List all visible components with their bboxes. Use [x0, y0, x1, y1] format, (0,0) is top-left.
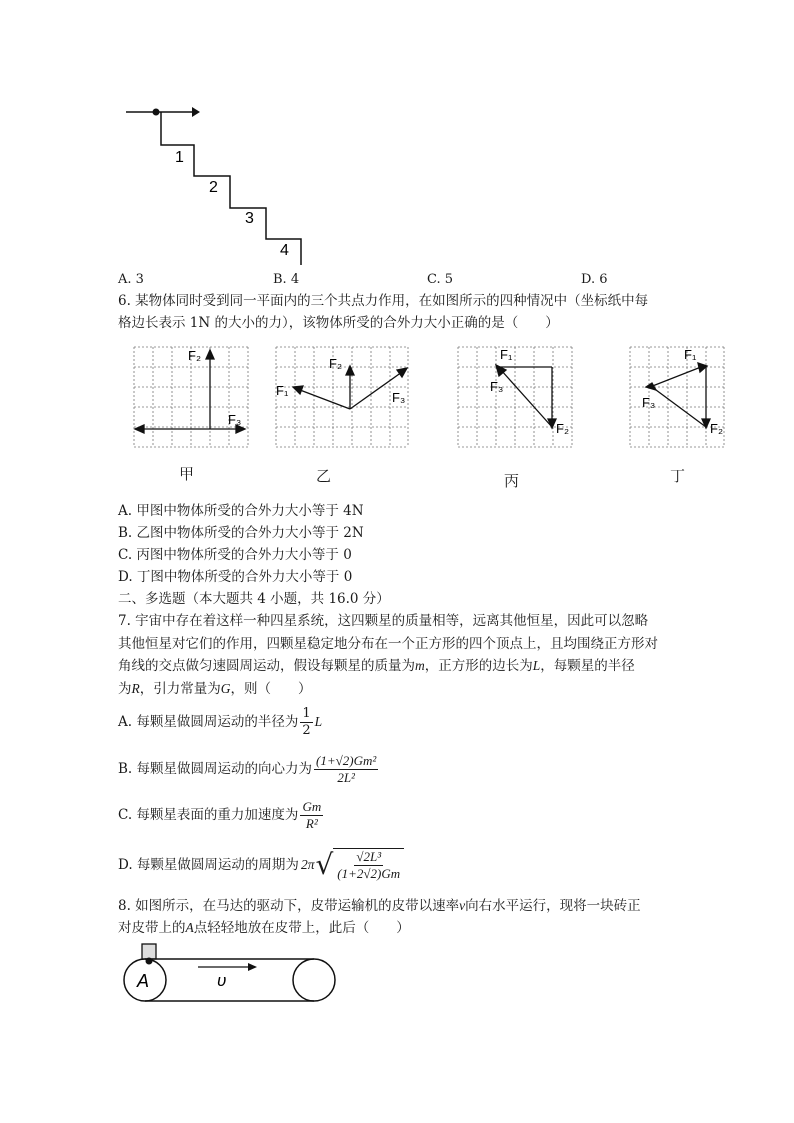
caption-jia: 甲 [179, 465, 195, 483]
yi-f1: F₁ [276, 383, 289, 398]
frac-den: 2 [302, 722, 311, 738]
jia-f3: F₃ [228, 412, 242, 427]
q8-line2-a: 对皮带上的 [118, 920, 186, 936]
q7-option-b [118, 751, 380, 787]
fraction-period [337, 849, 400, 882]
sqrt-radicand [333, 848, 404, 882]
var-G: G [220, 681, 231, 696]
q8-line1-a: 8. 如图所示，在马达的驱动下，皮带运输机的皮带以速率 [118, 898, 460, 914]
yi-f2: F₂ [329, 356, 342, 371]
ding-f3: F₃ [642, 395, 656, 410]
fraction-centripetal-force [314, 753, 378, 786]
var-m: m [415, 658, 425, 673]
q5-option-b: B. 4 [273, 272, 300, 287]
q8-line2-b: 点轻轻地放在皮带上，此后（ ） [193, 920, 410, 936]
q7-option-c-text: C. 每颗星表面的重力加速度为 [118, 807, 299, 823]
q7-option-b-text: B. 每颗星做圆周运动的向心力为 [118, 761, 313, 777]
sqrt-sign: √ [315, 848, 334, 881]
q7-line4-a: 为 [118, 681, 132, 697]
q7-stem-line1: 7. 宇宙中存在着这样一种四星系统，这四颗星的质量相等，远离其他恒星，因此可以忽略 [118, 613, 649, 629]
q5-option-d: D. 6 [581, 272, 608, 287]
velocity-label: υ [217, 971, 227, 990]
stair-label-3: 3 [245, 210, 254, 227]
q7-stem-line4 [118, 679, 312, 699]
q7-option-d-text: D. 每颗星做圆周运动的周期为 [118, 857, 299, 873]
q6-option-d: D. 丁图中物体所受的合外力大小等于 0 [118, 569, 353, 585]
frac-num: 1 [302, 705, 311, 721]
q6-stem-line1: 6. 某物体同时受到同一平面内的三个共点力作用，在如图所示的四种情况中（坐标纸中每 [118, 293, 649, 309]
q7-line4-b: ，引力常量为 [139, 681, 221, 697]
ding-f2: F₂ [710, 421, 723, 436]
var-L: L [314, 714, 323, 729]
q7-option-c [118, 797, 325, 833]
frac-num: (1+√2)Gm² [316, 752, 377, 768]
var-A: A [185, 920, 194, 935]
stair-label-1: 1 [175, 149, 184, 166]
q5-option-a: A. 3 [118, 272, 144, 287]
q8-line1-b: 向右水平运行，现将一块砖正 [465, 898, 641, 914]
var-R: R [131, 681, 140, 696]
caption-yi: 乙 [316, 467, 332, 485]
frac-den: (1+2√2)Gm [337, 866, 401, 881]
caption-bing: 丙 [504, 472, 520, 490]
q8-stem-line1 [118, 896, 641, 916]
frac-num: Gm [302, 798, 322, 814]
stair-label-4: 4 [280, 242, 289, 259]
q8-stem-line2 [118, 918, 410, 938]
bing-f3: F₃ [490, 379, 504, 394]
q7-line3-a: 角线的交点做匀速圆周运动，假设每颗星的质量为 [118, 658, 415, 674]
q6-stem-line2: 格边长表示 1N 的大小的力），该物体所受的合外力大小正确的是（ ） [118, 315, 559, 331]
q7-option-a [118, 704, 322, 740]
var-L: L [532, 658, 541, 673]
jia-f2: F₂ [188, 348, 201, 363]
q6-option-c: C. 丙图中物体所受的合外力大小等于 0 [118, 547, 352, 563]
q7-option-d [118, 843, 404, 887]
frac-den: R² [305, 815, 318, 831]
bing-f1: F₁ [500, 347, 513, 362]
var-v: v [459, 898, 466, 913]
q6-option-a: A. 甲图中物体所受的合外力大小等于 4N [118, 503, 364, 519]
bing-f2: F₂ [556, 421, 569, 436]
caption-ding: 丁 [670, 467, 686, 485]
q7-stem-line2: 其他恒星对它们的作用，四颗星稳定地分布在一个正方形的四个顶点上，且均围绕正方形对 [118, 636, 658, 652]
point-A-label: A [137, 971, 150, 991]
q7-option-a-text: A. 每颗星做圆周运动的半径为 [118, 714, 299, 730]
staircase-figure [120, 100, 320, 270]
fraction-half [300, 706, 312, 739]
q7-line3-c: ，每颗星的半径 [540, 658, 635, 674]
force-grid-ding [628, 345, 728, 451]
frac-den: 2L² [337, 769, 355, 785]
force-grid-jia [132, 345, 250, 451]
q5-option-c: C. 5 [427, 272, 454, 287]
q7-stem-line3 [118, 656, 635, 676]
stair-label-2: 2 [209, 179, 218, 196]
q7-line4-c: ，则（ ） [230, 681, 312, 697]
two-pi: 2π [300, 857, 315, 872]
section-heading-multiple-choice: 二、多选题（本大题共 4 小题，共 16.0 分） [118, 591, 390, 607]
fraction-gravity [300, 799, 323, 832]
ding-f1: F₁ [684, 347, 697, 362]
frac-num: √2L³ [356, 849, 382, 864]
q6-option-b: B. 乙图中物体所受的合外力大小等于 2N [118, 525, 364, 541]
conveyor-belt-figure [118, 942, 344, 1008]
force-grid-yi [274, 345, 412, 451]
force-grid-bing [456, 345, 574, 451]
q7-line3-b: ，正方形的边长为 [424, 658, 533, 674]
yi-f3: F₃ [392, 390, 406, 405]
